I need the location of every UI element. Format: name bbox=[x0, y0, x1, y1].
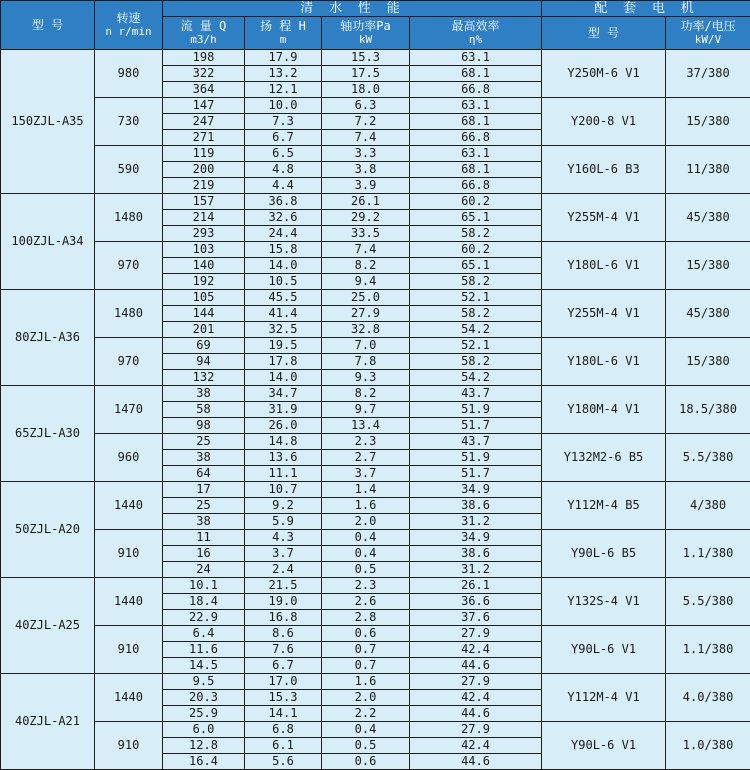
shaft-power-cell: 15.3 bbox=[322, 50, 410, 66]
shaft-power-cell: 0.7 bbox=[322, 658, 410, 674]
header-efficiency-label: 最高效率 bbox=[452, 19, 500, 33]
shaft-power-cell: 2.0 bbox=[322, 514, 410, 530]
efficiency-cell: 60.2 bbox=[410, 242, 542, 258]
efficiency-cell: 27.9 bbox=[410, 626, 542, 642]
shaft-power-cell: 0.4 bbox=[322, 546, 410, 562]
flow-cell: 214 bbox=[163, 210, 245, 226]
efficiency-cell: 58.2 bbox=[410, 274, 542, 290]
pump-model-cell: 100ZJL-A34 bbox=[1, 194, 95, 290]
efficiency-cell: 68.1 bbox=[410, 162, 542, 178]
shaft-power-cell: 2.2 bbox=[322, 706, 410, 722]
table-row bbox=[1, 722, 750, 738]
power-voltage-cell: 37/380 bbox=[666, 50, 750, 98]
shaft-power-cell: 2.6 bbox=[322, 594, 410, 610]
shaft-power-cell: 8.2 bbox=[322, 386, 410, 402]
efficiency-cell: 51.9 bbox=[410, 402, 542, 418]
motor-model-cell: Y180M-4 V1 bbox=[542, 386, 666, 434]
power-voltage-cell: 1.1/380 bbox=[666, 530, 750, 578]
shaft-power-cell: 3.3 bbox=[322, 146, 410, 162]
efficiency-cell: 63.1 bbox=[410, 146, 542, 162]
header-head bbox=[245, 17, 322, 50]
shaft-power-cell: 0.4 bbox=[322, 722, 410, 738]
efficiency-cell: 43.7 bbox=[410, 386, 542, 402]
flow-cell: 25 bbox=[163, 498, 245, 514]
efficiency-cell: 34.9 bbox=[410, 482, 542, 498]
flow-cell: 192 bbox=[163, 274, 245, 290]
flow-cell: 147 bbox=[163, 98, 245, 114]
table-row bbox=[1, 482, 750, 498]
flow-cell: 24 bbox=[163, 562, 245, 578]
shaft-power-cell: 0.6 bbox=[322, 754, 410, 770]
efficiency-cell: 26.1 bbox=[410, 578, 542, 594]
shaft-power-cell: 29.2 bbox=[322, 210, 410, 226]
motor-model-cell: Y200-8 V1 bbox=[542, 98, 666, 146]
shaft-power-cell: 2.8 bbox=[322, 610, 410, 626]
motor-model-cell: Y160L-6 B3 bbox=[542, 146, 666, 194]
flow-cell: 20.3 bbox=[163, 690, 245, 706]
flow-cell: 132 bbox=[163, 370, 245, 386]
power-voltage-cell: 15/380 bbox=[666, 242, 750, 290]
power-voltage-cell: 4/380 bbox=[666, 482, 750, 530]
header-matching-motor: 配 套 电 机 bbox=[542, 1, 750, 17]
flow-cell: 69 bbox=[163, 338, 245, 354]
pump-model-cell: 40ZJL-A25 bbox=[1, 578, 95, 674]
flow-cell: 219 bbox=[163, 178, 245, 194]
head-cell: 4.8 bbox=[245, 162, 322, 178]
header-flow-label: 流 量 Q bbox=[181, 19, 227, 33]
table-body bbox=[1, 50, 750, 770]
table-row bbox=[1, 674, 750, 690]
header-model: 型 号 bbox=[1, 1, 95, 50]
shaft-power-cell: 17.5 bbox=[322, 66, 410, 82]
table-row bbox=[1, 242, 750, 258]
flow-cell: 11 bbox=[163, 530, 245, 546]
flow-cell: 364 bbox=[163, 82, 245, 98]
flow-cell: 271 bbox=[163, 130, 245, 146]
table-row bbox=[1, 50, 750, 66]
speed-cell: 1480 bbox=[95, 290, 163, 338]
head-cell: 36.8 bbox=[245, 194, 322, 210]
head-cell: 14.0 bbox=[245, 370, 322, 386]
speed-cell: 1470 bbox=[95, 386, 163, 434]
head-cell: 6.7 bbox=[245, 658, 322, 674]
head-cell: 31.9 bbox=[245, 402, 322, 418]
shaft-power-cell: 2.3 bbox=[322, 434, 410, 450]
head-cell: 5.9 bbox=[245, 514, 322, 530]
flow-cell: 64 bbox=[163, 466, 245, 482]
table-row bbox=[1, 98, 750, 114]
motor-model-cell: Y250M-6 V1 bbox=[542, 50, 666, 98]
flow-cell: 6.4 bbox=[163, 626, 245, 642]
flow-cell: 11.6 bbox=[163, 642, 245, 658]
speed-cell: 1480 bbox=[95, 194, 163, 242]
shaft-power-cell: 1.6 bbox=[322, 498, 410, 514]
efficiency-cell: 65.1 bbox=[410, 210, 542, 226]
head-cell: 11.1 bbox=[245, 466, 322, 482]
efficiency-cell: 63.1 bbox=[410, 50, 542, 66]
motor-model-cell: Y255M-4 V1 bbox=[542, 194, 666, 242]
speed-cell: 1440 bbox=[95, 482, 163, 530]
efficiency-cell: 58.2 bbox=[410, 354, 542, 370]
header-power-voltage bbox=[666, 17, 750, 50]
pump-model-cell: 40ZJL-A21 bbox=[1, 674, 95, 770]
shaft-power-cell: 33.5 bbox=[322, 226, 410, 242]
efficiency-cell: 54.2 bbox=[410, 370, 542, 386]
head-cell: 32.5 bbox=[245, 322, 322, 338]
flow-cell: 22.9 bbox=[163, 610, 245, 626]
flow-cell: 119 bbox=[163, 146, 245, 162]
header-power-voltage-label: 功率/电压 bbox=[680, 19, 735, 33]
flow-cell: 140 bbox=[163, 258, 245, 274]
flow-cell: 94 bbox=[163, 354, 245, 370]
efficiency-cell: 31.2 bbox=[410, 514, 542, 530]
efficiency-cell: 27.9 bbox=[410, 674, 542, 690]
flow-cell: 98 bbox=[163, 418, 245, 434]
shaft-power-cell: 0.5 bbox=[322, 562, 410, 578]
header-speed bbox=[95, 1, 163, 50]
table-row bbox=[1, 338, 750, 354]
head-cell: 26.0 bbox=[245, 418, 322, 434]
shaft-power-cell: 9.7 bbox=[322, 402, 410, 418]
power-voltage-cell: 45/380 bbox=[666, 194, 750, 242]
flow-cell: 38 bbox=[163, 386, 245, 402]
speed-cell: 960 bbox=[95, 434, 163, 482]
shaft-power-cell: 0.6 bbox=[322, 626, 410, 642]
motor-model-cell: Y90L-6 V1 bbox=[542, 722, 666, 770]
efficiency-cell: 66.8 bbox=[410, 130, 542, 146]
head-cell: 17.8 bbox=[245, 354, 322, 370]
motor-model-cell: Y112M-4 V1 bbox=[542, 674, 666, 722]
table-row bbox=[1, 146, 750, 162]
shaft-power-cell: 8.2 bbox=[322, 258, 410, 274]
head-cell: 5.6 bbox=[245, 754, 322, 770]
shaft-power-cell: 0.5 bbox=[322, 738, 410, 754]
shaft-power-cell: 7.4 bbox=[322, 130, 410, 146]
efficiency-cell: 44.6 bbox=[410, 754, 542, 770]
flow-cell: 38 bbox=[163, 450, 245, 466]
flow-cell: 14.5 bbox=[163, 658, 245, 674]
head-cell: 45.5 bbox=[245, 290, 322, 306]
efficiency-cell: 68.1 bbox=[410, 66, 542, 82]
head-cell: 34.7 bbox=[245, 386, 322, 402]
motor-model-cell: Y180L-6 V1 bbox=[542, 338, 666, 386]
flow-cell: 38 bbox=[163, 514, 245, 530]
flow-cell: 6.0 bbox=[163, 722, 245, 738]
head-cell: 6.1 bbox=[245, 738, 322, 754]
flow-cell: 18.4 bbox=[163, 594, 245, 610]
head-cell: 19.0 bbox=[245, 594, 322, 610]
table-row bbox=[1, 530, 750, 546]
power-voltage-cell: 1.0/380 bbox=[666, 722, 750, 770]
flow-cell: 16.4 bbox=[163, 754, 245, 770]
shaft-power-cell: 32.8 bbox=[322, 322, 410, 338]
efficiency-cell: 51.9 bbox=[410, 450, 542, 466]
flow-cell: 322 bbox=[163, 66, 245, 82]
head-cell: 7.3 bbox=[245, 114, 322, 130]
efficiency-cell: 63.1 bbox=[410, 98, 542, 114]
pump-model-cell: 80ZJL-A36 bbox=[1, 290, 95, 386]
flow-cell: 293 bbox=[163, 226, 245, 242]
efficiency-cell: 66.8 bbox=[410, 82, 542, 98]
speed-cell: 980 bbox=[95, 50, 163, 98]
head-cell: 2.4 bbox=[245, 562, 322, 578]
head-cell: 4.3 bbox=[245, 530, 322, 546]
header-head-unit: m bbox=[245, 33, 321, 46]
shaft-power-cell: 7.2 bbox=[322, 114, 410, 130]
shaft-power-cell: 18.0 bbox=[322, 82, 410, 98]
efficiency-cell: 34.9 bbox=[410, 530, 542, 546]
efficiency-cell: 51.7 bbox=[410, 466, 542, 482]
head-cell: 9.2 bbox=[245, 498, 322, 514]
flow-cell: 103 bbox=[163, 242, 245, 258]
power-voltage-cell: 15/380 bbox=[666, 338, 750, 386]
head-cell: 3.7 bbox=[245, 546, 322, 562]
motor-model-cell: Y90L-6 B5 bbox=[542, 530, 666, 578]
efficiency-cell: 52.1 bbox=[410, 338, 542, 354]
flow-cell: 58 bbox=[163, 402, 245, 418]
flow-cell: 10.1 bbox=[163, 578, 245, 594]
head-cell: 10.7 bbox=[245, 482, 322, 498]
power-voltage-cell: 5.5/380 bbox=[666, 578, 750, 626]
shaft-power-cell: 7.0 bbox=[322, 338, 410, 354]
speed-cell: 1440 bbox=[95, 674, 163, 722]
efficiency-cell: 38.6 bbox=[410, 498, 542, 514]
shaft-power-cell: 7.4 bbox=[322, 242, 410, 258]
speed-cell: 910 bbox=[95, 530, 163, 578]
shaft-power-cell: 2.7 bbox=[322, 450, 410, 466]
efficiency-cell: 27.9 bbox=[410, 722, 542, 738]
efficiency-cell: 58.2 bbox=[410, 226, 542, 242]
head-cell: 17.9 bbox=[245, 50, 322, 66]
flow-cell: 25.9 bbox=[163, 706, 245, 722]
efficiency-cell: 58.2 bbox=[410, 306, 542, 322]
header-head-label: 扬 程 H bbox=[260, 19, 306, 33]
pump-model-cell: 50ZJL-A20 bbox=[1, 482, 95, 578]
speed-cell: 590 bbox=[95, 146, 163, 194]
table-row bbox=[1, 290, 750, 306]
header-shaft-power bbox=[322, 17, 410, 50]
flow-cell: 16 bbox=[163, 546, 245, 562]
shaft-power-cell: 9.3 bbox=[322, 370, 410, 386]
head-cell: 6.5 bbox=[245, 146, 322, 162]
head-cell: 14.1 bbox=[245, 706, 322, 722]
efficiency-cell: 38.6 bbox=[410, 546, 542, 562]
efficiency-cell: 36.6 bbox=[410, 594, 542, 610]
header-clean-water-performance: 清 水 性 能 bbox=[163, 1, 542, 17]
table-row bbox=[1, 578, 750, 594]
head-cell: 10.5 bbox=[245, 274, 322, 290]
head-cell: 19.5 bbox=[245, 338, 322, 354]
shaft-power-cell: 0.7 bbox=[322, 642, 410, 658]
motor-model-cell: Y180L-6 V1 bbox=[542, 242, 666, 290]
head-cell: 6.7 bbox=[245, 130, 322, 146]
head-cell: 7.6 bbox=[245, 642, 322, 658]
flow-cell: 157 bbox=[163, 194, 245, 210]
head-cell: 32.6 bbox=[245, 210, 322, 226]
pump-model-cell: 150ZJL-A35 bbox=[1, 50, 95, 194]
shaft-power-cell: 9.4 bbox=[322, 274, 410, 290]
efficiency-cell: 52.1 bbox=[410, 290, 542, 306]
header-shaft-power-label: 轴功率Pa bbox=[340, 19, 390, 33]
motor-model-cell: Y132S-4 V1 bbox=[542, 578, 666, 626]
shaft-power-cell: 7.8 bbox=[322, 354, 410, 370]
flow-cell: 200 bbox=[163, 162, 245, 178]
shaft-power-cell: 26.1 bbox=[322, 194, 410, 210]
speed-cell: 970 bbox=[95, 338, 163, 386]
shaft-power-cell: 1.4 bbox=[322, 482, 410, 498]
header-speed-label: 转速 bbox=[116, 11, 140, 25]
shaft-power-cell: 0.4 bbox=[322, 530, 410, 546]
motor-model-cell: Y132M2-6 B5 bbox=[542, 434, 666, 482]
efficiency-cell: 68.1 bbox=[410, 114, 542, 130]
header-efficiency bbox=[410, 17, 542, 50]
header-flow-unit: m3/h bbox=[163, 33, 244, 46]
header-shaft-power-unit: kW bbox=[322, 33, 409, 46]
head-cell: 15.8 bbox=[245, 242, 322, 258]
header-speed-unit: n r/min bbox=[95, 25, 162, 38]
head-cell: 13.6 bbox=[245, 450, 322, 466]
efficiency-cell: 66.8 bbox=[410, 178, 542, 194]
flow-cell: 144 bbox=[163, 306, 245, 322]
flow-cell: 201 bbox=[163, 322, 245, 338]
shaft-power-cell: 2.3 bbox=[322, 578, 410, 594]
efficiency-cell: 42.4 bbox=[410, 690, 542, 706]
power-voltage-cell: 18.5/380 bbox=[666, 386, 750, 434]
head-cell: 14.0 bbox=[245, 258, 322, 274]
pump-model-cell: 65ZJL-A30 bbox=[1, 386, 95, 482]
shaft-power-cell: 3.8 bbox=[322, 162, 410, 178]
flow-cell: 17 bbox=[163, 482, 245, 498]
shaft-power-cell: 27.9 bbox=[322, 306, 410, 322]
efficiency-cell: 31.2 bbox=[410, 562, 542, 578]
power-voltage-cell: 5.5/380 bbox=[666, 434, 750, 482]
head-cell: 10.0 bbox=[245, 98, 322, 114]
head-cell: 14.8 bbox=[245, 434, 322, 450]
shaft-power-cell: 1.6 bbox=[322, 674, 410, 690]
efficiency-cell: 44.6 bbox=[410, 706, 542, 722]
efficiency-cell: 51.7 bbox=[410, 418, 542, 434]
speed-cell: 1440 bbox=[95, 578, 163, 626]
motor-model-cell: Y112M-4 B5 bbox=[542, 482, 666, 530]
head-cell: 17.0 bbox=[245, 674, 322, 690]
head-cell: 15.3 bbox=[245, 690, 322, 706]
head-cell: 16.8 bbox=[245, 610, 322, 626]
shaft-power-cell: 6.3 bbox=[322, 98, 410, 114]
motor-model-cell: Y90L-6 V1 bbox=[542, 626, 666, 674]
table-row bbox=[1, 434, 750, 450]
power-voltage-cell: 11/380 bbox=[666, 146, 750, 194]
speed-cell: 970 bbox=[95, 242, 163, 290]
speed-cell: 910 bbox=[95, 722, 163, 770]
efficiency-cell: 42.4 bbox=[410, 738, 542, 754]
head-cell: 21.5 bbox=[245, 578, 322, 594]
head-cell: 24.4 bbox=[245, 226, 322, 242]
header-efficiency-unit: η% bbox=[410, 33, 541, 46]
flow-cell: 105 bbox=[163, 290, 245, 306]
speed-cell: 730 bbox=[95, 98, 163, 146]
motor-model-cell: Y255M-4 V1 bbox=[542, 290, 666, 338]
flow-cell: 12.8 bbox=[163, 738, 245, 754]
power-voltage-cell: 45/380 bbox=[666, 290, 750, 338]
shaft-power-cell: 2.0 bbox=[322, 690, 410, 706]
flow-cell: 9.5 bbox=[163, 674, 245, 690]
header-flow bbox=[163, 17, 245, 50]
efficiency-cell: 60.2 bbox=[410, 194, 542, 210]
power-voltage-cell: 4.0/380 bbox=[666, 674, 750, 722]
efficiency-cell: 65.1 bbox=[410, 258, 542, 274]
efficiency-cell: 43.7 bbox=[410, 434, 542, 450]
shaft-power-cell: 3.7 bbox=[322, 466, 410, 482]
head-cell: 6.8 bbox=[245, 722, 322, 738]
efficiency-cell: 37.6 bbox=[410, 610, 542, 626]
shaft-power-cell: 13.4 bbox=[322, 418, 410, 434]
table-row bbox=[1, 386, 750, 402]
efficiency-cell: 42.4 bbox=[410, 642, 542, 658]
table-row bbox=[1, 626, 750, 642]
head-cell: 12.1 bbox=[245, 82, 322, 98]
efficiency-cell: 44.6 bbox=[410, 658, 542, 674]
power-voltage-cell: 15/380 bbox=[666, 98, 750, 146]
speed-cell: 910 bbox=[95, 626, 163, 674]
head-cell: 4.4 bbox=[245, 178, 322, 194]
efficiency-cell: 54.2 bbox=[410, 322, 542, 338]
flow-cell: 25 bbox=[163, 434, 245, 450]
head-cell: 8.6 bbox=[245, 626, 322, 642]
table-row bbox=[1, 194, 750, 210]
flow-cell: 247 bbox=[163, 114, 245, 130]
header-motor-model: 型 号 bbox=[542, 17, 666, 50]
flow-cell: 198 bbox=[163, 50, 245, 66]
header-power-voltage-unit: kW/V bbox=[666, 33, 750, 46]
shaft-power-cell: 3.9 bbox=[322, 178, 410, 194]
head-cell: 41.4 bbox=[245, 306, 322, 322]
shaft-power-cell: 25.0 bbox=[322, 290, 410, 306]
head-cell: 13.2 bbox=[245, 66, 322, 82]
power-voltage-cell: 1.1/380 bbox=[666, 626, 750, 674]
